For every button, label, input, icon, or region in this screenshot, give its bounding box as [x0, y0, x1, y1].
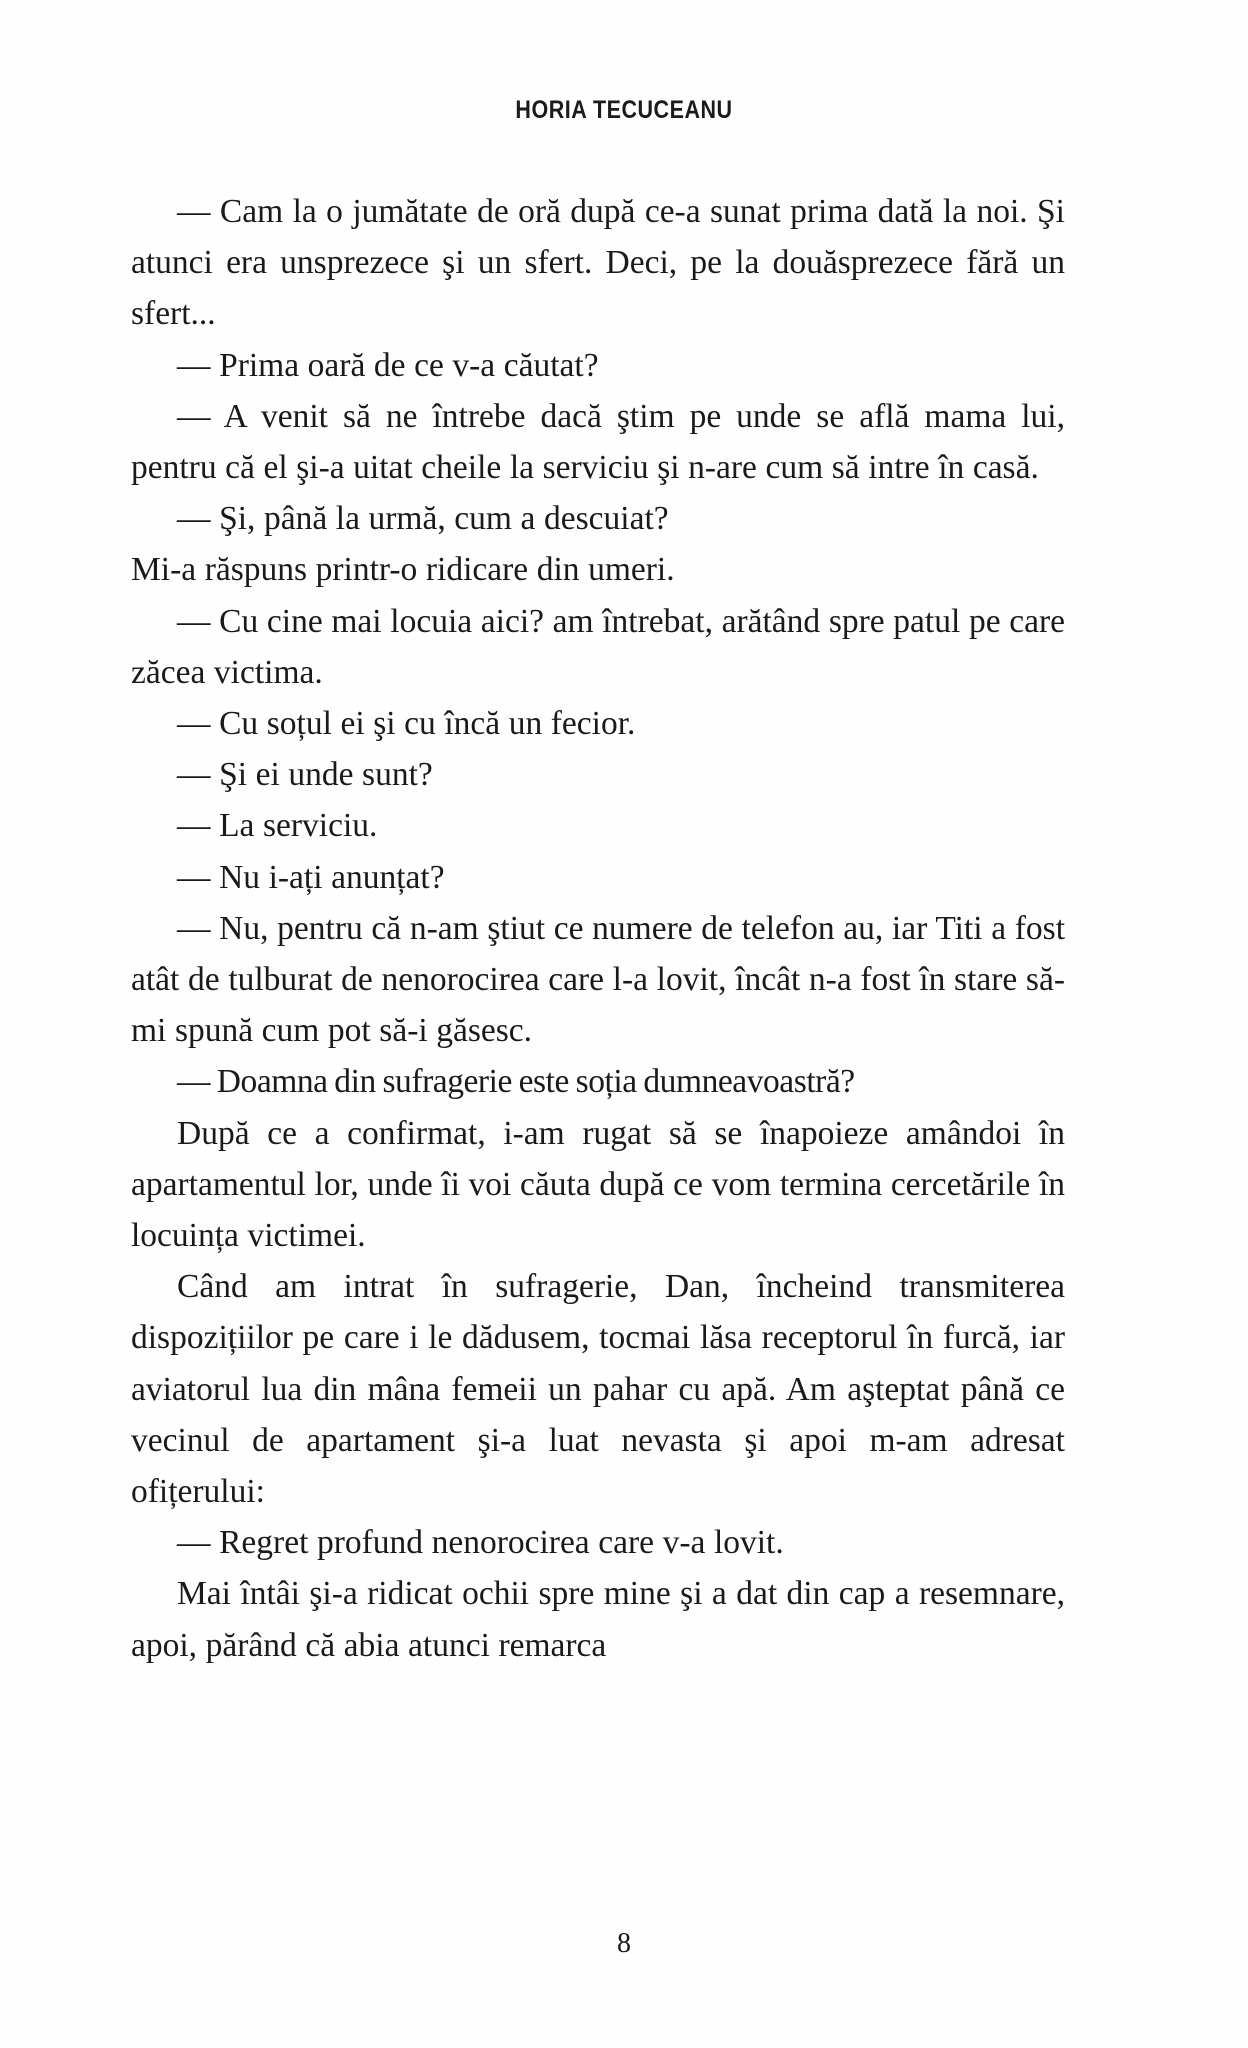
- paragraph: — Şi, până la urmă, cum a descuiat?: [177, 500, 669, 538]
- paragraph: — Cu cine mai locuia aici? am întrebat, arătând spre patul pe care zăcea victima.: [131, 602, 1065, 691]
- paragraph: — Regret profund nenorocirea care v-a lovit.: [177, 1524, 784, 1562]
- paragraph: Când am intrat în sufragerie, Dan, încheind transmiterea dispozițiilor pe care i le dădusem, tocmai lăsa receptorul în furcă, iar aviatorul lua din mâna femeii un pahar cu apă. Am aşteptat până ce vecinul de apartament şi-a luat nevasta şi apoi m-am adresat ofițerului:: [131, 1268, 1065, 1511]
- paragraph: — Doamna din sufragerie este soția dumneavoastră?: [177, 1063, 855, 1101]
- paragraph: — Cam la o jumătate de oră după ce-a sunat prima dată la noi. Şi atunci era unsprezece şi un sfert. Deci, pe la douăsprezece fără un sfert...: [131, 193, 1065, 333]
- page-number: 8: [617, 1928, 631, 1959]
- paragraph: După ce a confirmat, i-am rugat să se înapoieze amândoi în apartamentul lor, unde îi voi căuta după ce vom termina cercetările în locuința victimei.: [131, 1114, 1065, 1255]
- paragraph: — A venit să ne întrebe dacă ştim pe unde se află mama lui, pentru că el şi-a uitat cheile la serviciu şi n-are cum să intre în casă.: [131, 397, 1065, 487]
- paragraph: — Nu, pentru că n-am ştiut ce numere de telefon au, iar Titi a fost atât de tulburat de nenorocirea care l-a lovit, încât n-a fost în stare să-mi spună cum pot să-i găsesc.: [131, 909, 1065, 1050]
- body-text-block: [131, 186, 1065, 1671]
- paragraph: — Nu i-ați anunțat?: [177, 858, 445, 896]
- paragraph: — Şi ei unde sunt?: [177, 756, 433, 794]
- paragraph: Mi-a răspuns printr-o ridicare din umeri.: [131, 551, 675, 589]
- paragraph: — La serviciu.: [177, 807, 378, 845]
- paragraph: — Prima oară de ce v-a căutat?: [177, 346, 599, 384]
- paragraph: — Cu soțul ei şi cu încă un fecior.: [177, 705, 636, 743]
- running-head: HORIA TECUCEANU: [515, 96, 733, 124]
- paragraph: Mai întâi şi-a ridicat ochii spre mine şi a dat din cap a resemnare, apoi, părând că abia atunci remarca: [131, 1575, 1065, 1664]
